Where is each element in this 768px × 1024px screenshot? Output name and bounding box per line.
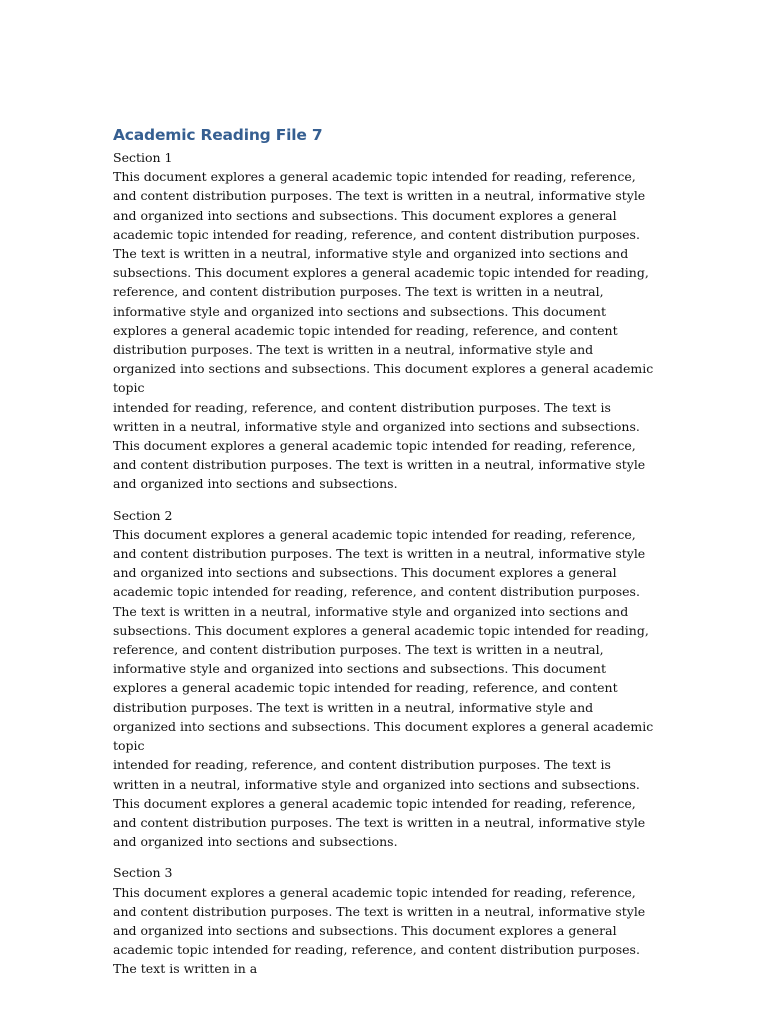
section-heading: Section 2 [113,507,173,523]
paragraph: intended for reading, reference, and content distribution purposes. The text is written in a neutral, informative style and organized into sections and subsections. This document explores a general academic topic intended for reading, reference, and content distribution purposes. The text is written in a neutral, informative style and organized into sections and subsections. [113,399,646,492]
section-heading: Section 1 [113,150,173,165]
document-body [113,124,658,991]
paragraph: This document explores a general academic topic intended for reading, reference, and content distribution purposes. The text is written in a neutral, informative style and organized into sections and subsections. This document explores a general academic topic intended for reading, reference, and content distribution purposes. The text is written in a [113,884,646,977]
document-title: Academic Reading File 7 [113,126,323,144]
section-2 [113,506,658,852]
section-heading: Section 3 [113,865,173,881]
section-3 [113,863,658,978]
section-1 [113,148,658,494]
paragraph: intended for reading, reference, and content distribution purposes. The text is written in a neutral, informative style and organized into sections and subsections. This document explores a general academic topic intended for reading, reference, and content distribution purposes. The text is written in a neutral, informative style and organized into sections and subsections. [113,757,646,850]
paragraph: This document explores a general academic topic intended for reading, reference, and content distribution purposes. The text is written in a neutral, informative style and organized into sections and subsections. This document explores a general academic topic intended for reading, reference, and content distribution purposes. The text is written in a neutral, informative style and organized into sections and subsections. This document explores a general academic topic intended for reading, reference, and content distribution purposes. The text is written in a neutral, informative style and organized into sections and subsections. This document explores a general academic topic intended for reading, reference, and content distribution purposes. The text is written in a neutral, informative style and organized into sections and subsections. This document explores a general academic topic [113,169,654,396]
paragraph: This document explores a general academic topic intended for reading, reference, and content distribution purposes. The text is written in a neutral, informative style and organized into sections and subsections. This document explores a general academic topic intended for reading, reference, and content distribution purposes. The text is written in a neutral, informative style and organized into sections and subsections. This document explores a general academic topic intended for reading, reference, and content distribution purposes. The text is written in a neutral, informative style and organized into sections and subsections. This document explores a general academic topic intended for reading, reference, and content distribution purposes. The text is written in a neutral, informative style and organized into sections and subsections. This document explores a general academic topic [113,526,654,754]
